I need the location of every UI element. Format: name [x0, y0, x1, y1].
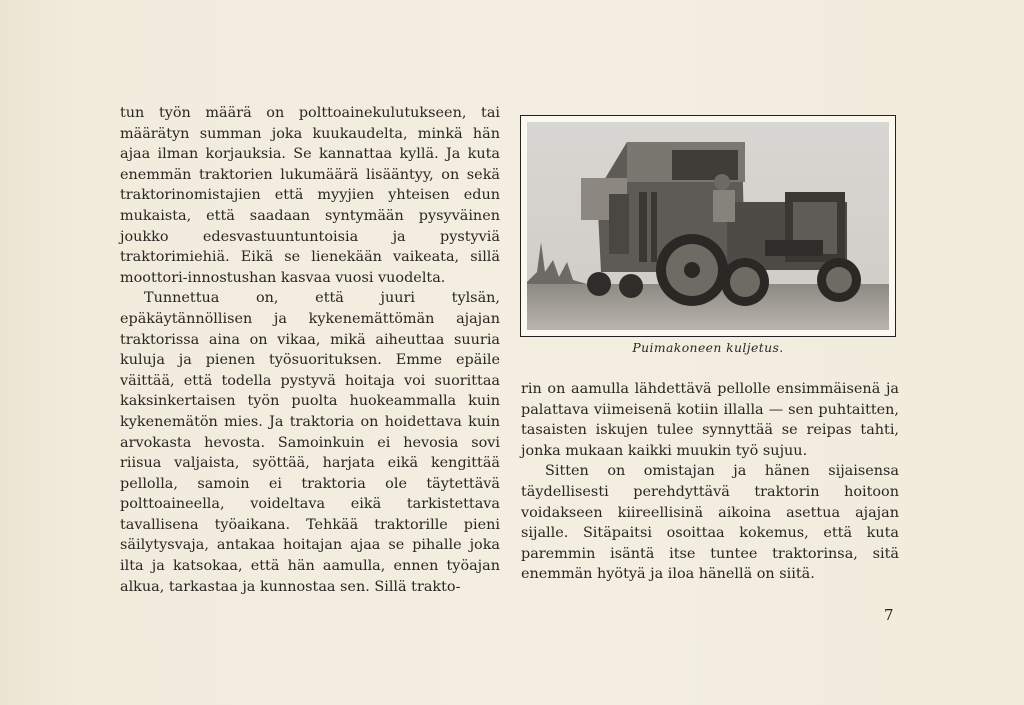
right-text-column — [521, 379, 899, 585]
page-number: 7 — [884, 606, 894, 624]
left-text-column — [120, 103, 500, 597]
paragraph: tun työn määrä on polttoainekulutukseen, tai määrätyn summan joka kuukaudelta, minkä hän ajaa ilman korjauksia. Se kannattaa kyllä. Ja kuta enemmän traktorien lukumäärä lisääntyy, on sekä traktorinomistajien että myyjien yhteisen edun mukaista, että saadaan syntymään pysyväinen joukko edesvastuuntuntoisia ja pystyviä traktorimiehiä. Eikä se lienekään vaikeata, sillä moottori-innostushan kasvaa vuosi vuodelta. — [120, 105, 500, 286]
figure-caption: Puimakoneen kuljetus. — [632, 340, 784, 355]
photo-figure — [520, 115, 896, 337]
paragraph: Sitten on omistajan ja hänen sijaisensa täydellisesti perehdyttävä traktorin hoitoon voidakseen kiireellisinä aikoina asettua ajajan sijalle. Sitäpaitsi osoittaa kokemus, että kuta paremmin isäntä itse tuntee traktorinsa, sitä enemmän hyötyä ja iloa hänellä on siitä. — [521, 463, 899, 583]
paragraph: rin on aamulla lähdettävä pellolle ensimmäisenä ja palattava viimeisenä kotiin illalla — sen puhtaitten, tasaisten iskujen tulee synnyttää se reipas tahti, jonka mukaan kaikki muukin työ sujuu. — [521, 381, 899, 459]
tractor-photo — [527, 122, 889, 330]
paragraph: Tunnettua on, että juuri tylsän, epäkäytännöllisen ja kykenemättömän ajajan traktorissa aina on vikaa, mikä aiheuttaa suuria kuluja ja pienen työsuorituksen. Emme epäile väittää, että todella pystyvä hoitaja voi suorittaa kaksinkertaisen työn puolta huokeammalla kuin kykenemätön mies. Ja traktoria on hoidettava kuin arvokasta hevosta. Samoinkuin ei hevosia sovi riisua valjaista, syöttää, harjata eikä kengittää pellolla, samoin ei traktoria ole täytettävä polttoaineella, voideltava eikä tarkistettava tavallisena työaikana. Tehkää traktorille pieni säilytysvaja, antakaa hoitajan ajaa se pihalle joka ilta ja katsokaa, että hän aamulla, ennen työajan alkua, tarkastaa ja kunnostaa sen. Sillä trakto- — [120, 290, 500, 595]
